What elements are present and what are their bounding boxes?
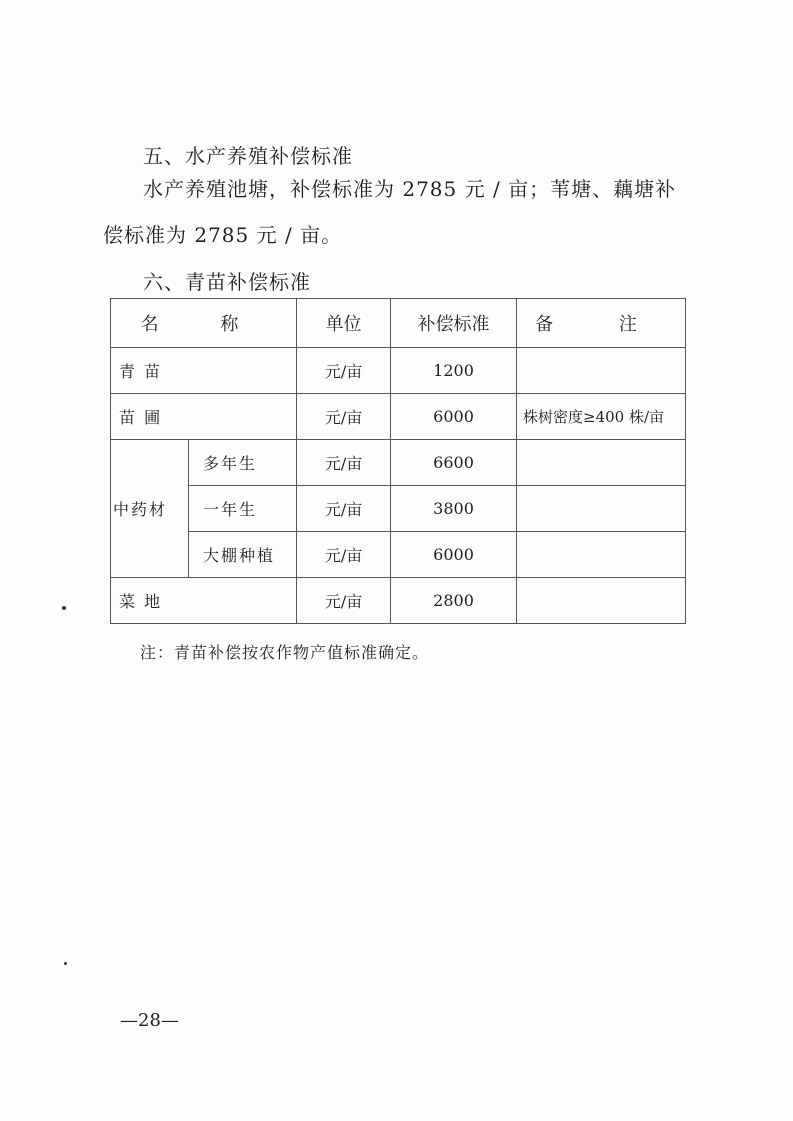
row-standard: 1200	[391, 348, 517, 394]
compensation-table	[110, 298, 686, 624]
table-row	[111, 486, 686, 532]
row-unit: 元/亩	[297, 348, 391, 394]
row-remark	[517, 578, 686, 624]
scan-speck	[64, 962, 67, 965]
row-standard: 6600	[391, 440, 517, 486]
row-name: 青 苗	[111, 348, 297, 394]
row-standard: 6000	[391, 394, 517, 440]
row-unit: 元/亩	[297, 486, 391, 532]
table-header-row	[111, 299, 686, 348]
header-unit: 单位	[297, 299, 391, 348]
header-name: 名 称	[111, 299, 297, 348]
row-standard: 6000	[391, 532, 517, 578]
row-standard: 2800	[391, 578, 517, 624]
row-remark	[517, 440, 686, 486]
row-remark	[517, 486, 686, 532]
row-name: 苗 圃	[111, 394, 297, 440]
page-number: —28—	[120, 1010, 179, 1031]
header-remark: 备 注	[517, 299, 686, 348]
table-row	[111, 532, 686, 578]
table-row	[111, 578, 686, 624]
row-unit: 元/亩	[297, 578, 391, 624]
table-footnote: 注：青苗补偿按农作物产值标准确定。	[140, 643, 430, 662]
row-unit: 元/亩	[297, 532, 391, 578]
section-6-heading: 六、青苗补偿标准	[143, 270, 311, 294]
section-5-paragraph-text: 水产养殖池塘，补偿标准为 2785 元 / 亩；苇塘、藕塘补偿标准为 2785 元 / 亩。	[103, 177, 677, 247]
row-standard: 3800	[391, 486, 517, 532]
section-5-paragraph	[103, 166, 695, 258]
row-remark: 株树密度≥400 株/亩	[517, 394, 686, 440]
row-subname: 大棚种植	[189, 532, 297, 578]
row-remark	[517, 532, 686, 578]
table-row	[111, 394, 686, 440]
row-group-name: 中药材	[111, 440, 189, 578]
header-standard: 补偿标准	[391, 299, 517, 348]
row-name: 菜 地	[111, 578, 297, 624]
section-5-heading: 五、水产养殖补偿标准	[143, 144, 353, 168]
row-unit: 元/亩	[297, 394, 391, 440]
row-unit: 元/亩	[297, 440, 391, 486]
table-row	[111, 348, 686, 394]
row-subname: 一年生	[189, 486, 297, 532]
row-remark	[517, 348, 686, 394]
scan-speck	[62, 606, 66, 610]
table-row	[111, 440, 686, 486]
row-subname: 多年生	[189, 440, 297, 486]
